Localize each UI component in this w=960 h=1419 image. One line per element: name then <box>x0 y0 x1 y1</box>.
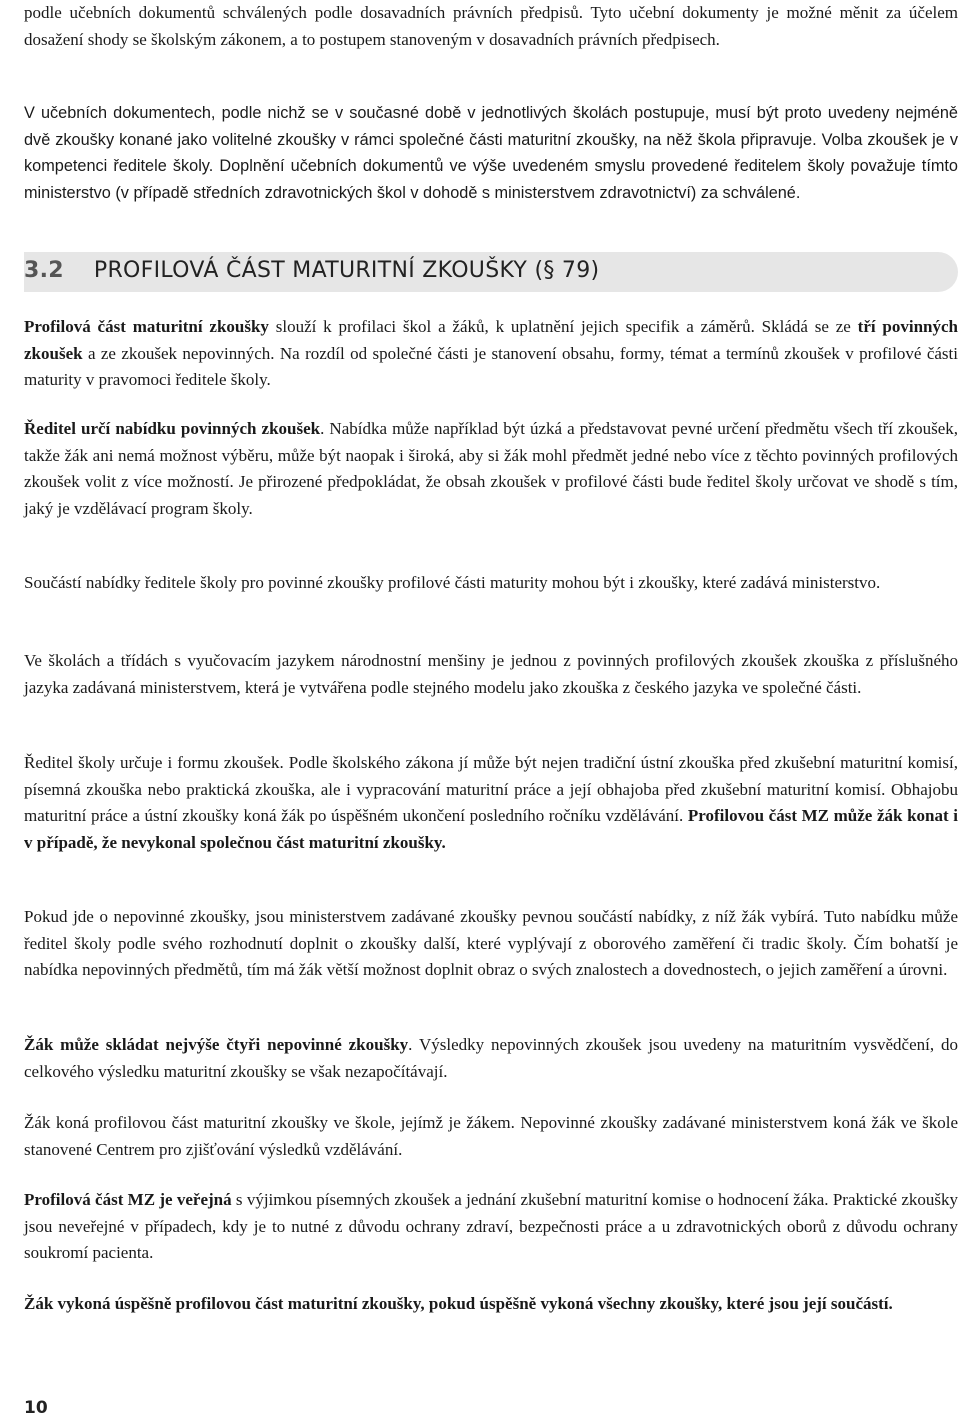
bold-success: Žák vykoná úspěšně profilovou část maturitní zkoušky, pokud úspěšně vykoná všechny zkoušky, které jsou její součástí. <box>24 1294 893 1313</box>
text-segment: . Výsledky nepovinných zkoušek jsou uvedeny na maturitním vysvědčení, do celkového výsledku maturitní zkoušky se však nezapočítávají. <box>24 1035 958 1081</box>
text-segment: . Nabídka může například být úzká a představovat pevné určení předmětu všech tří zkoušek, takže žák ani nemá možnost výběru, může být naopak i široká, aby si žák mohl předmět jedné nebo více z těchto povinných profilových zkoušek volit z více možností. Je přirozené předpokládat, že obsah zkoušek v profilové části bude ředitel školy určovat ve shodě s tím, jaký je vzdělávací program školy. <box>24 419 959 518</box>
text-segment: Součástí nabídky ředitele školy pro povinné zkoušky profilové části maturity mohou být i zkoušky, které zadává ministerstvo. <box>24 573 881 592</box>
paragraph-minority-language <box>24 648 958 701</box>
text-segment: a ze zkoušek nepovinných. Na rozdíl od společné části je stanovení obsahu, formy, témat a termínů zkoušek v profilové části maturity v pravomoci ředitele školy. <box>24 343 958 389</box>
bold-profile-part: Profilová část maturitní zkoušky <box>24 317 269 336</box>
text-segment: s výjimkou písemných zkoušek a jednání zkušební maturitní komise o hodnocení žáka. Praktické zkoušky jsou neveřejné v případech, kdy je to nutné z důvodu ochrany zdraví, bezpečnosti práce a u zdravotnických oborů z důvodu ochrany soukromí pacienta. <box>24 1190 958 1262</box>
paragraph-public <box>24 1187 958 1267</box>
bold-max-four: Žák může skládat nejvýše čtyři nepovinné zkoušky <box>24 1035 409 1054</box>
bold-director-offer: Ředitel určí nabídku povinných zkoušek <box>24 419 321 438</box>
paragraph-max-four <box>24 1032 958 1085</box>
paragraph-success <box>24 1291 958 1318</box>
text-segment: Ve školách a třídách s vyučovacím jazykem národnostní menšiny je jednou z povinných profilových zkoušek zkouška z příslušného jazyka zadávaná ministerstvem, která je vytvářena podle stejného modelu jako zkouška z českého jazyka ve společné části. <box>24 651 958 697</box>
intro-text-0: podle učebních dokumentů schválených podle dosavadních právních předpisů. Tyto učební dokumenty je možné měnit za účelem dosažení shody se školským zákonem, a to postupem stanoveným v dosavadních právních předpisech. <box>24 3 958 49</box>
intro-text-1b: Doplnění učebních dokumentů ve výše uvedeném smyslu provedené ředitelem školy považuje tímto ministerstvo (v případě středních zdravotnických škol v dohodě s ministerstvem zdravotnictví) za schválené. <box>24 157 958 202</box>
paragraph-director-offer <box>24 416 958 522</box>
text-segment: slouží k profilaci škol a žáků, k uplatnění jejich specifik a záměrů. Skládá se ze <box>268 317 858 336</box>
intro-paragraph-1 <box>24 100 958 206</box>
section-title: PROFILOVÁ ČÁST MATURITNÍ ZKOUŠKY (§ 79) <box>93 258 600 283</box>
text-segment: Ředitel školy určuje i formu zkoušek. Podle školského zákona jí může být nejen tradiční ústní zkouška před zkušební maturitní komisí, písemná zkouška nebo praktická zkouška, ale i vypracování maturitní práce a její obhajoba před zkušební maturitní komisí. Obhajobu maturitní práce a ústní zkoušky koná žák po úspěšném ukončení posledního ročníku vzdělávání. <box>24 753 958 825</box>
paragraph-profile-part <box>24 314 958 394</box>
bold-public: Profilová část MZ je veřejná <box>24 1190 232 1209</box>
paragraph-exam-form <box>24 750 958 856</box>
section-number: 3.2 <box>24 258 64 283</box>
bold-three-exams: tří povinných zkoušek <box>24 317 958 363</box>
intro-text-1a: V učebních dokumentech, podle nichž se v současné době v jednotlivých školách postupuje, musí být proto uvedeny nejméně dvě zkoušky konané jako volitelné zkoušky v rámci společné části maturitní zkoušky, na něž škola připravuje. Volba zkoušek je v kompetenci ředitele školy. <box>24 104 958 175</box>
intro-paragraph-0 <box>24 0 958 53</box>
bold-profile-without-common: Profilovou část MZ může žák konat i v případě, že nevykonal společnou část maturitní zkoušky. <box>24 806 958 852</box>
text-segment: Žák koná profilovou část maturitní zkoušky ve škole, jejímž je žákem. Nepovinné zkoušky zadávané ministerstvem koná žák ve škole stanovené Centrem pro zjišťování výsledků vzdělávání. <box>24 1113 958 1159</box>
paragraph-ministry-exams <box>24 570 958 597</box>
text-segment: Pokud jde o nepovinné zkoušky, jsou ministerstvem zadávané zkoušky pevnou součástí nabídky, z níž žák vybírá. Tuto nabídku může ředitel školy podle svého rozhodnutí doplnit o zkoušky další, které vyplývají z oborového zaměření či tradic školy. Čím bohatší je nabídka nepovinných předmětů, tím má žák větší možnost doplnit obraz o svých znalostech a dovednostech, o jejich zaměření a úrovni. <box>24 907 958 979</box>
paragraph-optional-exams <box>24 904 958 984</box>
section-heading <box>24 258 599 283</box>
page-number: 10 <box>24 1398 48 1418</box>
paragraph-exam-location <box>24 1110 958 1163</box>
